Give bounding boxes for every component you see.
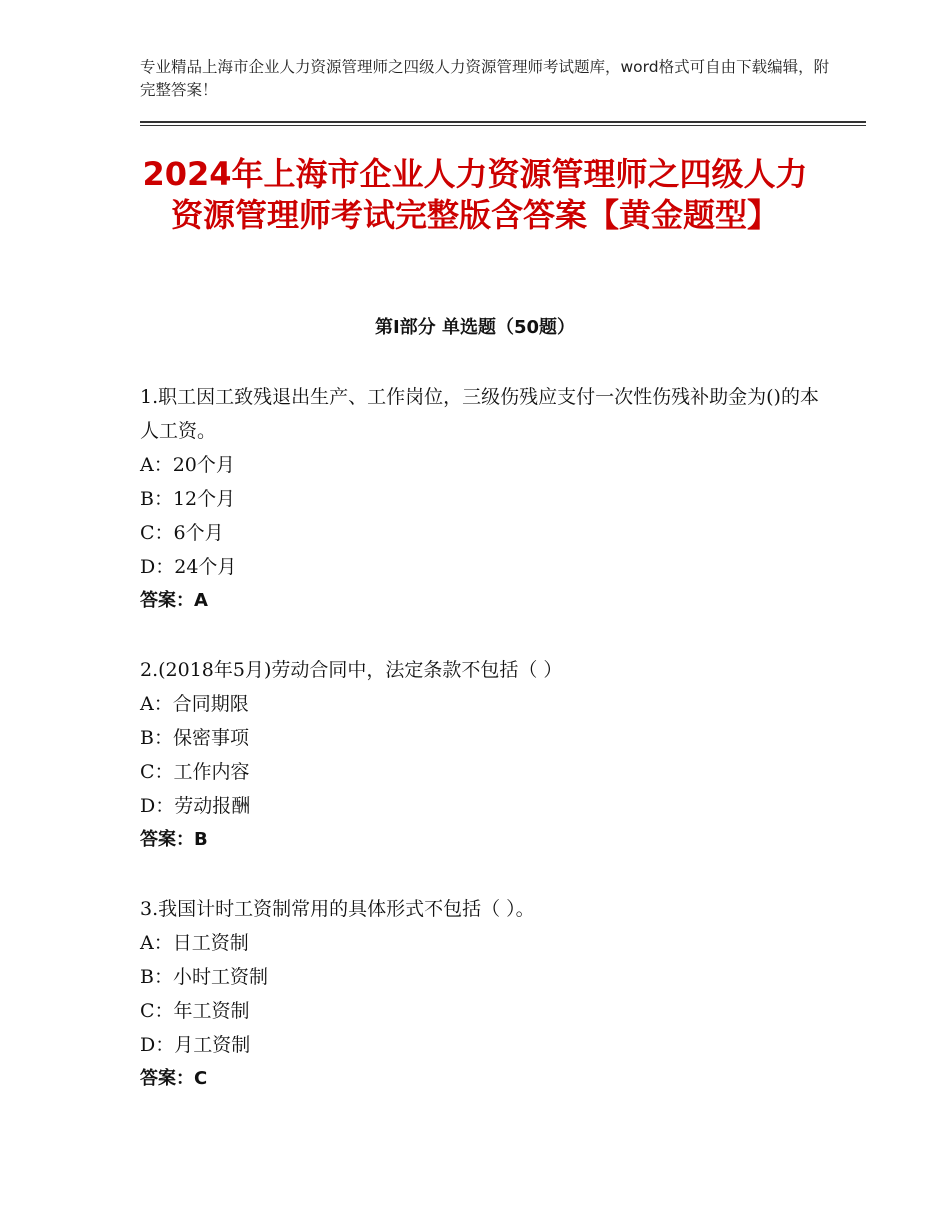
option-d: D：月工资制	[140, 1034, 251, 1056]
answer: 答案：A	[140, 590, 208, 611]
header-note: 专业精品上海市企业人力资源管理师之四级人力资源管理师考试题库，word格式可自由下载编辑，附完整答案！	[140, 58, 830, 99]
question-1	[140, 380, 820, 618]
question-stem: 2.(2018年5月)劳动合同中，法定条款不包括（ ）	[140, 659, 563, 681]
header-divider-thick	[140, 121, 866, 123]
option-b: B：小时工资制	[140, 966, 268, 988]
option-d: D：劳动报酬	[140, 795, 251, 817]
section-heading: 第Ⅰ部分 单选题（50题）	[374, 317, 575, 338]
option-a: A：20个月	[140, 454, 235, 476]
option-a: A：日工资制	[140, 932, 249, 954]
option-c: C：工作内容	[140, 761, 250, 783]
option-b: B：保密事项	[140, 727, 249, 749]
option-c: C：年工资制	[140, 1000, 250, 1022]
question-stem: 3.我国计时工资制常用的具体形式不包括（ ）。	[140, 898, 535, 920]
answer: 答案：B	[140, 829, 208, 850]
header-divider-thin	[140, 125, 866, 126]
document-title: 2024年上海市企业人力资源管理师之四级人力资源管理师考试完整版含答案【黄金题型】	[142, 155, 808, 234]
option-c: C：6个月	[140, 522, 224, 544]
answer: 答案：C	[140, 1068, 208, 1089]
question-3	[140, 892, 820, 1096]
option-d: D：24个月	[140, 556, 237, 578]
question-stem: 1.职工因工致残退出生产、工作岗位，三级伤残应支付一次性伤残补助金为()的本人工资。	[140, 386, 819, 442]
option-b: B：12个月	[140, 488, 236, 510]
question-2	[140, 653, 820, 857]
option-a: A：合同期限	[140, 693, 249, 715]
